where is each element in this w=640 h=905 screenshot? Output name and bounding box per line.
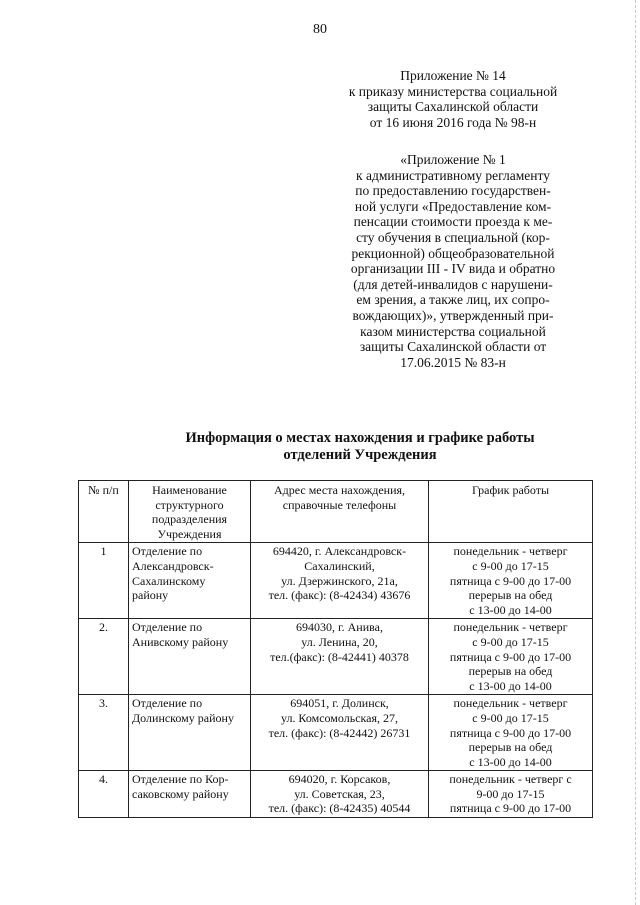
row-schedule: понедельник - четверг с 9-00 до 17-15 пятница с 9-00 до 17-00 [429,771,593,818]
header-number: № п/п [79,481,129,543]
appendix-14-line: Приложение № 14 [400,68,506,83]
row-unit-name: Отделение по Долинскому району [129,695,251,771]
row-unit-name: Отделение по Александровск- Сахалинскому району [129,543,251,619]
row-unit-name: Отделение по Кор- саковскому району [129,771,251,818]
table-row [79,619,593,695]
appendix-1-line: (для детей-инвалидов с нарушени- [353,276,553,292]
header-schedule: График работы [429,481,593,543]
branches-table [78,480,593,818]
header-address: Адрес места нахождения, справочные телефоны [251,481,429,543]
appendix-1-line: вождающих)», утвержденный при- [352,307,554,323]
appendix-1-line: 17.06.2015 № 83-н [400,354,506,370]
table-row [79,543,593,619]
row-schedule: понедельник - четверг с 9-00 до 17-15 пятница с 9-00 до 17-00 перерыв на обед с 13-00 до 14-00 [429,695,593,771]
appendix-1-line: ной услуги «Предоставление ком- [354,198,552,214]
row-address: 694051, г. Долинск, ул. Комсомольская, 27, тел. (факс): (8-42442) 26731 [251,695,429,771]
appendix-14-line: к приказу министерства социальной [348,83,558,99]
page-number: 80 [313,22,327,37]
section-title [130,430,590,464]
appendix-14-line: от 16 июня 2016 года № 98-н [369,114,537,130]
appendix-1-line: организации III - IV вида и обратно [350,261,556,277]
appendix-1-header [318,152,588,370]
appendix-1-line: к административному регламенту [356,167,550,183]
table-row [79,771,593,818]
row-number: 1 [79,543,129,619]
appendix-1-line: казом министерства социальной [360,323,546,339]
section-title-line: Информация о местах нахождения и графике работы [185,430,535,446]
row-number: 4. [79,771,129,818]
row-number: 3. [79,695,129,771]
row-address: 694020, г. Корсаков, ул. Советская, 23, тел. (факс): (8-42435) 40544 [251,771,429,818]
section-title-line: отделений Учреждения [283,447,437,463]
appendix-14-header [318,68,588,130]
scan-edge-line [634,0,636,905]
appendix-1-line: сту обучения в специальной (кор- [356,229,550,245]
row-address: 694030, г. Анива, ул. Ленина, 20, тел.(факс): (8-42441) 40378 [251,619,429,695]
appendix-14-line: защиты Сахалинской области [367,99,539,115]
appendix-1-line: пенсации стоимости проезда к ме- [353,214,553,230]
appendix-1-line: защиты Сахалинской области от [359,339,547,355]
row-address: 694420, г. Александровск- Сахалинский, ул. Дзержинского, 21а, тел. (факс): (8-42434) 43676 [251,543,429,619]
row-schedule: понедельник - четверг с 9-00 до 17-15 пятница с 9-00 до 17-00 перерыв на обед с 13-00 до 14-00 [429,619,593,695]
table-row [79,695,593,771]
appendix-1-line: по предоставлению государствен- [355,183,551,199]
appendix-1-line: рекционной) общеобразовательной [351,245,555,261]
table-header-row [79,481,593,543]
row-unit-name: Отделение по Анивскому району [129,619,251,695]
appendix-1-line: ем зрения, а также лиц, их сопро- [356,292,550,308]
row-number: 2. [79,619,129,695]
header-unit-name: Наименование структурного подразделения Учреждения [129,481,251,543]
row-schedule: понедельник - четверг с 9-00 до 17-15 пятница с 9-00 до 17-00 перерыв на обед с 13-00 до 14-00 [429,543,593,619]
appendix-1-line: «Приложение № 1 [400,152,506,167]
